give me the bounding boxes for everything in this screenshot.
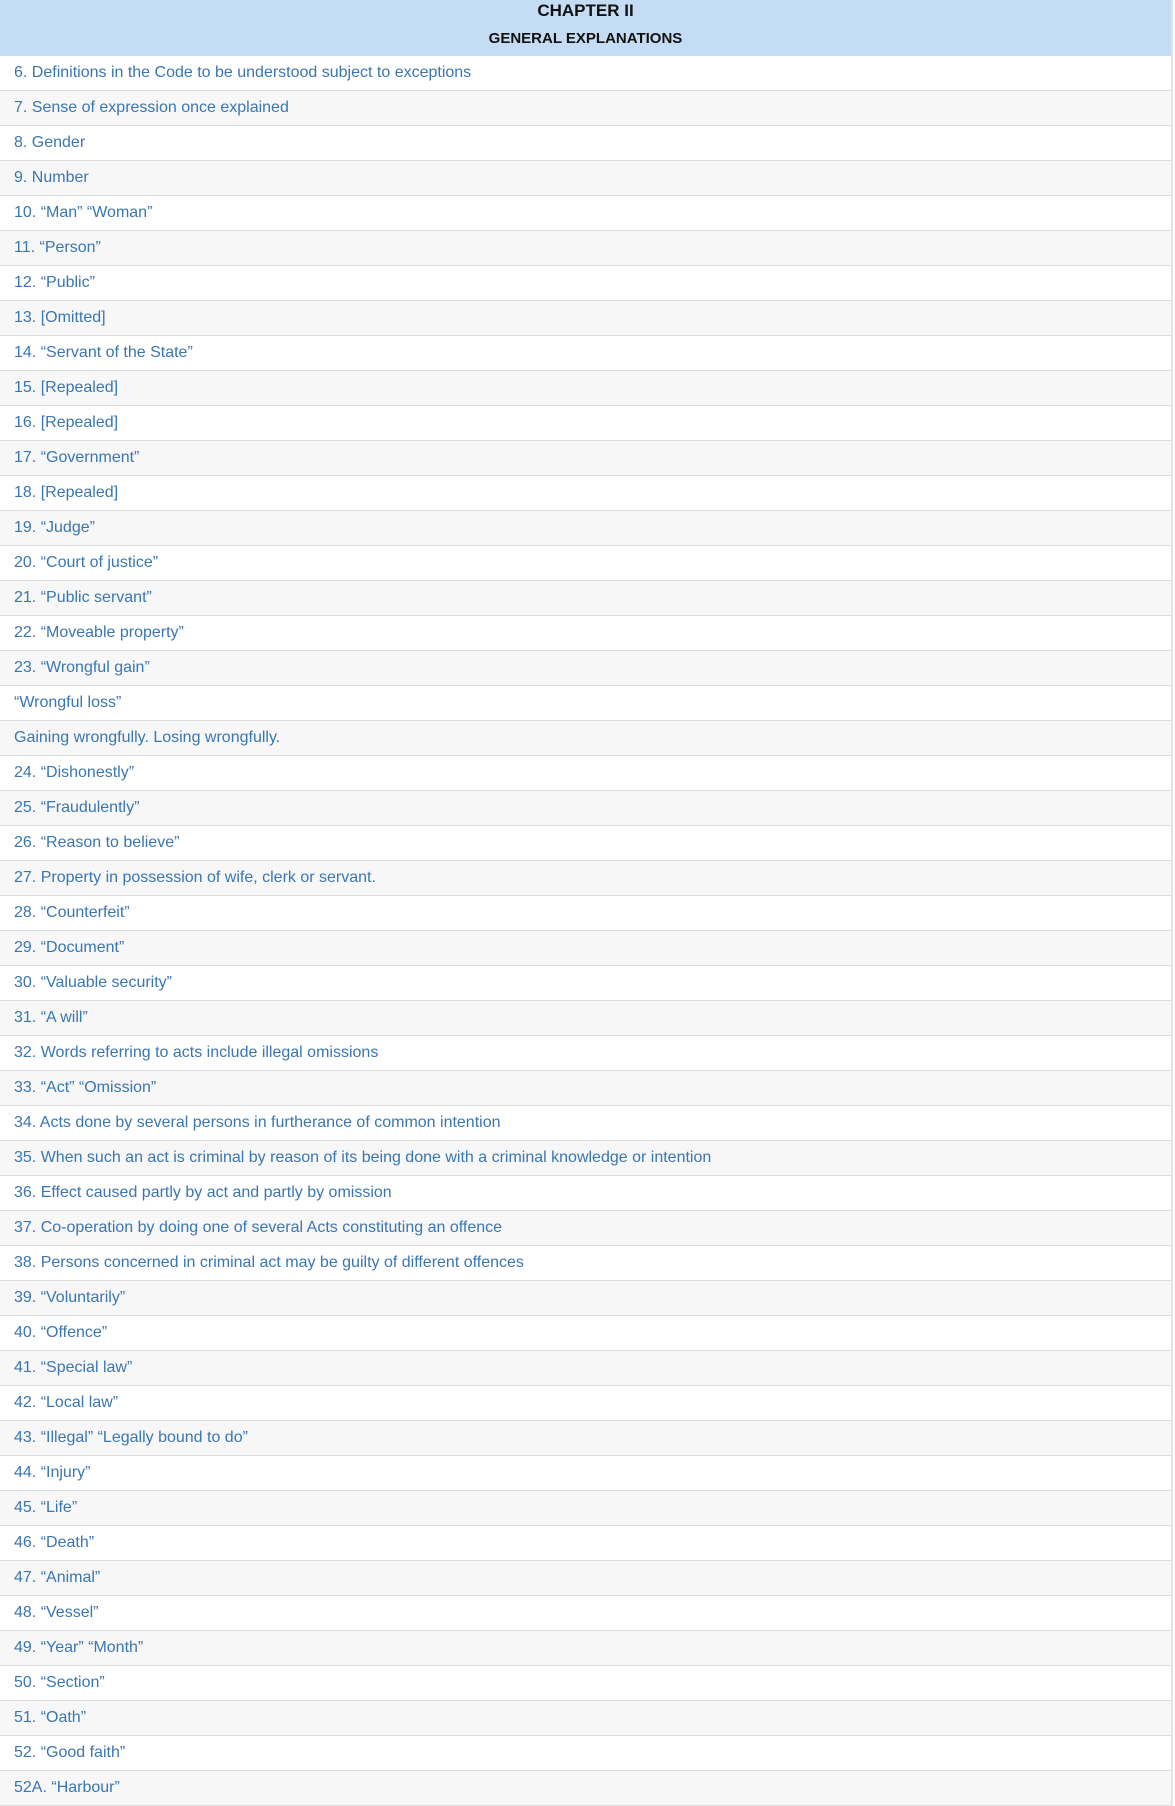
section-row (0, 1701, 1171, 1736)
section-link[interactable]: 47. “Animal” (14, 1569, 101, 1586)
section-link[interactable]: 26. “Reason to believe” (14, 834, 180, 851)
section-link[interactable]: 24. “Dishonestly” (14, 764, 135, 781)
section-row (0, 511, 1171, 546)
section-row (0, 721, 1171, 756)
section-row (0, 371, 1171, 406)
section-row (0, 546, 1171, 581)
section-link[interactable]: 10. “Man” “Woman” (14, 204, 153, 221)
section-list (0, 56, 1171, 1806)
section-link[interactable]: 17. “Government” (14, 449, 140, 466)
section-row (0, 1421, 1171, 1456)
section-link[interactable]: 28. “Counterfeit” (14, 904, 130, 921)
section-link[interactable]: 35. When such an act is criminal by reason of its being done with a criminal knowledge or intention (14, 1149, 712, 1166)
section-row (0, 931, 1171, 966)
section-link[interactable]: 38. Persons concerned in criminal act may be guilty of different offences (14, 1254, 524, 1271)
section-link[interactable]: 33. “Act” “Omission” (14, 1079, 157, 1096)
section-row (0, 1491, 1171, 1526)
chapter-title: CHAPTER II (537, 1, 634, 20)
section-link[interactable]: 19. “Judge” (14, 519, 95, 536)
section-link[interactable]: 12. “Public” (14, 274, 95, 291)
section-link[interactable]: 9. Number (14, 169, 89, 186)
section-link[interactable]: 50. “Section” (14, 1674, 105, 1691)
section-row (0, 441, 1171, 476)
section-row (0, 651, 1171, 686)
section-link[interactable]: 20. “Court of justice” (14, 554, 159, 571)
section-row (0, 686, 1171, 721)
section-link[interactable]: 37. Co-operation by doing one of several Acts constituting an offence (14, 1219, 503, 1236)
section-row (0, 1526, 1171, 1561)
section-row (0, 1736, 1171, 1771)
section-row (0, 126, 1171, 161)
section-link[interactable]: 41. “Special law” (14, 1359, 133, 1376)
section-row (0, 1561, 1171, 1596)
section-link[interactable]: 27. Property in possession of wife, clerk or servant. (14, 869, 376, 886)
section-row (0, 896, 1171, 931)
section-row (0, 1771, 1171, 1806)
section-link[interactable]: 7. Sense of expression once explained (14, 99, 289, 116)
section-row (0, 1316, 1171, 1351)
section-row (0, 406, 1171, 441)
section-link[interactable]: 52. “Good faith” (14, 1744, 126, 1761)
section-row (0, 301, 1171, 336)
section-row (0, 1001, 1171, 1036)
section-row (0, 966, 1171, 1001)
section-link[interactable]: 44. “Injury” (14, 1464, 91, 1481)
section-row (0, 826, 1171, 861)
section-row (0, 1141, 1171, 1176)
section-row (0, 266, 1171, 301)
section-link[interactable]: 15. [Repealed] (14, 379, 119, 396)
section-row (0, 1281, 1171, 1316)
section-row (0, 1456, 1171, 1491)
section-row (0, 616, 1171, 651)
section-row (0, 56, 1171, 91)
section-link[interactable]: 43. “Illegal” “Legally bound to do” (14, 1429, 248, 1446)
section-row (0, 1176, 1171, 1211)
section-link[interactable]: 23. “Wrongful gain” (14, 659, 150, 676)
section-link[interactable]: 48. “Vessel” (14, 1604, 99, 1621)
section-link[interactable]: 30. “Valuable security” (14, 974, 172, 991)
section-row (0, 231, 1171, 266)
section-row (0, 1631, 1171, 1666)
section-row (0, 1666, 1171, 1701)
section-link[interactable]: 34. Acts done by several persons in furtherance of common intention (14, 1114, 501, 1131)
section-link[interactable]: 49. “Year” “Month” (14, 1639, 144, 1656)
chapter-header (0, 0, 1171, 56)
section-link[interactable]: 42. “Local law” (14, 1394, 119, 1411)
section-row (0, 1211, 1171, 1246)
section-link[interactable]: 13. [Omitted] (14, 309, 106, 326)
section-row (0, 1106, 1171, 1141)
section-link[interactable]: 51. “Oath” (14, 1709, 87, 1726)
section-row (0, 861, 1171, 896)
section-row (0, 1596, 1171, 1631)
section-link[interactable]: 46. “Death” (14, 1534, 95, 1551)
section-row (0, 581, 1171, 616)
section-row (0, 91, 1171, 126)
section-row (0, 336, 1171, 371)
section-row (0, 1071, 1171, 1106)
section-link[interactable]: 36. Effect caused partly by act and partly by omission (14, 1184, 392, 1201)
section-link[interactable]: 11. “Person” (14, 239, 101, 256)
section-row (0, 756, 1171, 791)
chapter-subtitle: GENERAL EXPLANATIONS (488, 30, 683, 47)
section-row (0, 791, 1171, 826)
section-row (0, 1246, 1171, 1281)
section-link[interactable]: “Wrongful loss” (14, 694, 122, 711)
section-link[interactable]: 6. Definitions in the Code to be understood subject to exceptions (14, 64, 472, 81)
section-link[interactable]: 31. “A will” (14, 1009, 88, 1026)
section-link[interactable]: 21. “Public servant” (14, 589, 152, 606)
section-row (0, 1036, 1171, 1071)
section-link[interactable]: Gaining wrongfully. Losing wrongfully. (14, 729, 281, 746)
section-link[interactable]: 40. “Offence” (14, 1324, 108, 1341)
section-link[interactable]: 16. [Repealed] (14, 414, 119, 431)
section-link[interactable]: 52A. “Harbour” (14, 1779, 120, 1796)
section-link[interactable]: 39. “Voluntarily” (14, 1289, 126, 1306)
section-link[interactable]: 29. “Document” (14, 939, 125, 956)
section-link[interactable]: 18. [Repealed] (14, 484, 119, 501)
section-row (0, 476, 1171, 511)
section-row (0, 1386, 1171, 1421)
section-link[interactable]: 14. “Servant of the State” (14, 344, 193, 361)
section-link[interactable]: 45. “Life” (14, 1499, 78, 1516)
section-link[interactable]: 25. “Fraudulently” (14, 799, 140, 816)
section-link[interactable]: 32. Words referring to acts include illegal omissions (14, 1044, 379, 1061)
section-link[interactable]: 8. Gender (14, 134, 86, 151)
section-link[interactable]: 22. “Moveable property” (14, 624, 184, 641)
section-row (0, 196, 1171, 231)
section-row (0, 161, 1171, 196)
section-row (0, 1351, 1171, 1386)
